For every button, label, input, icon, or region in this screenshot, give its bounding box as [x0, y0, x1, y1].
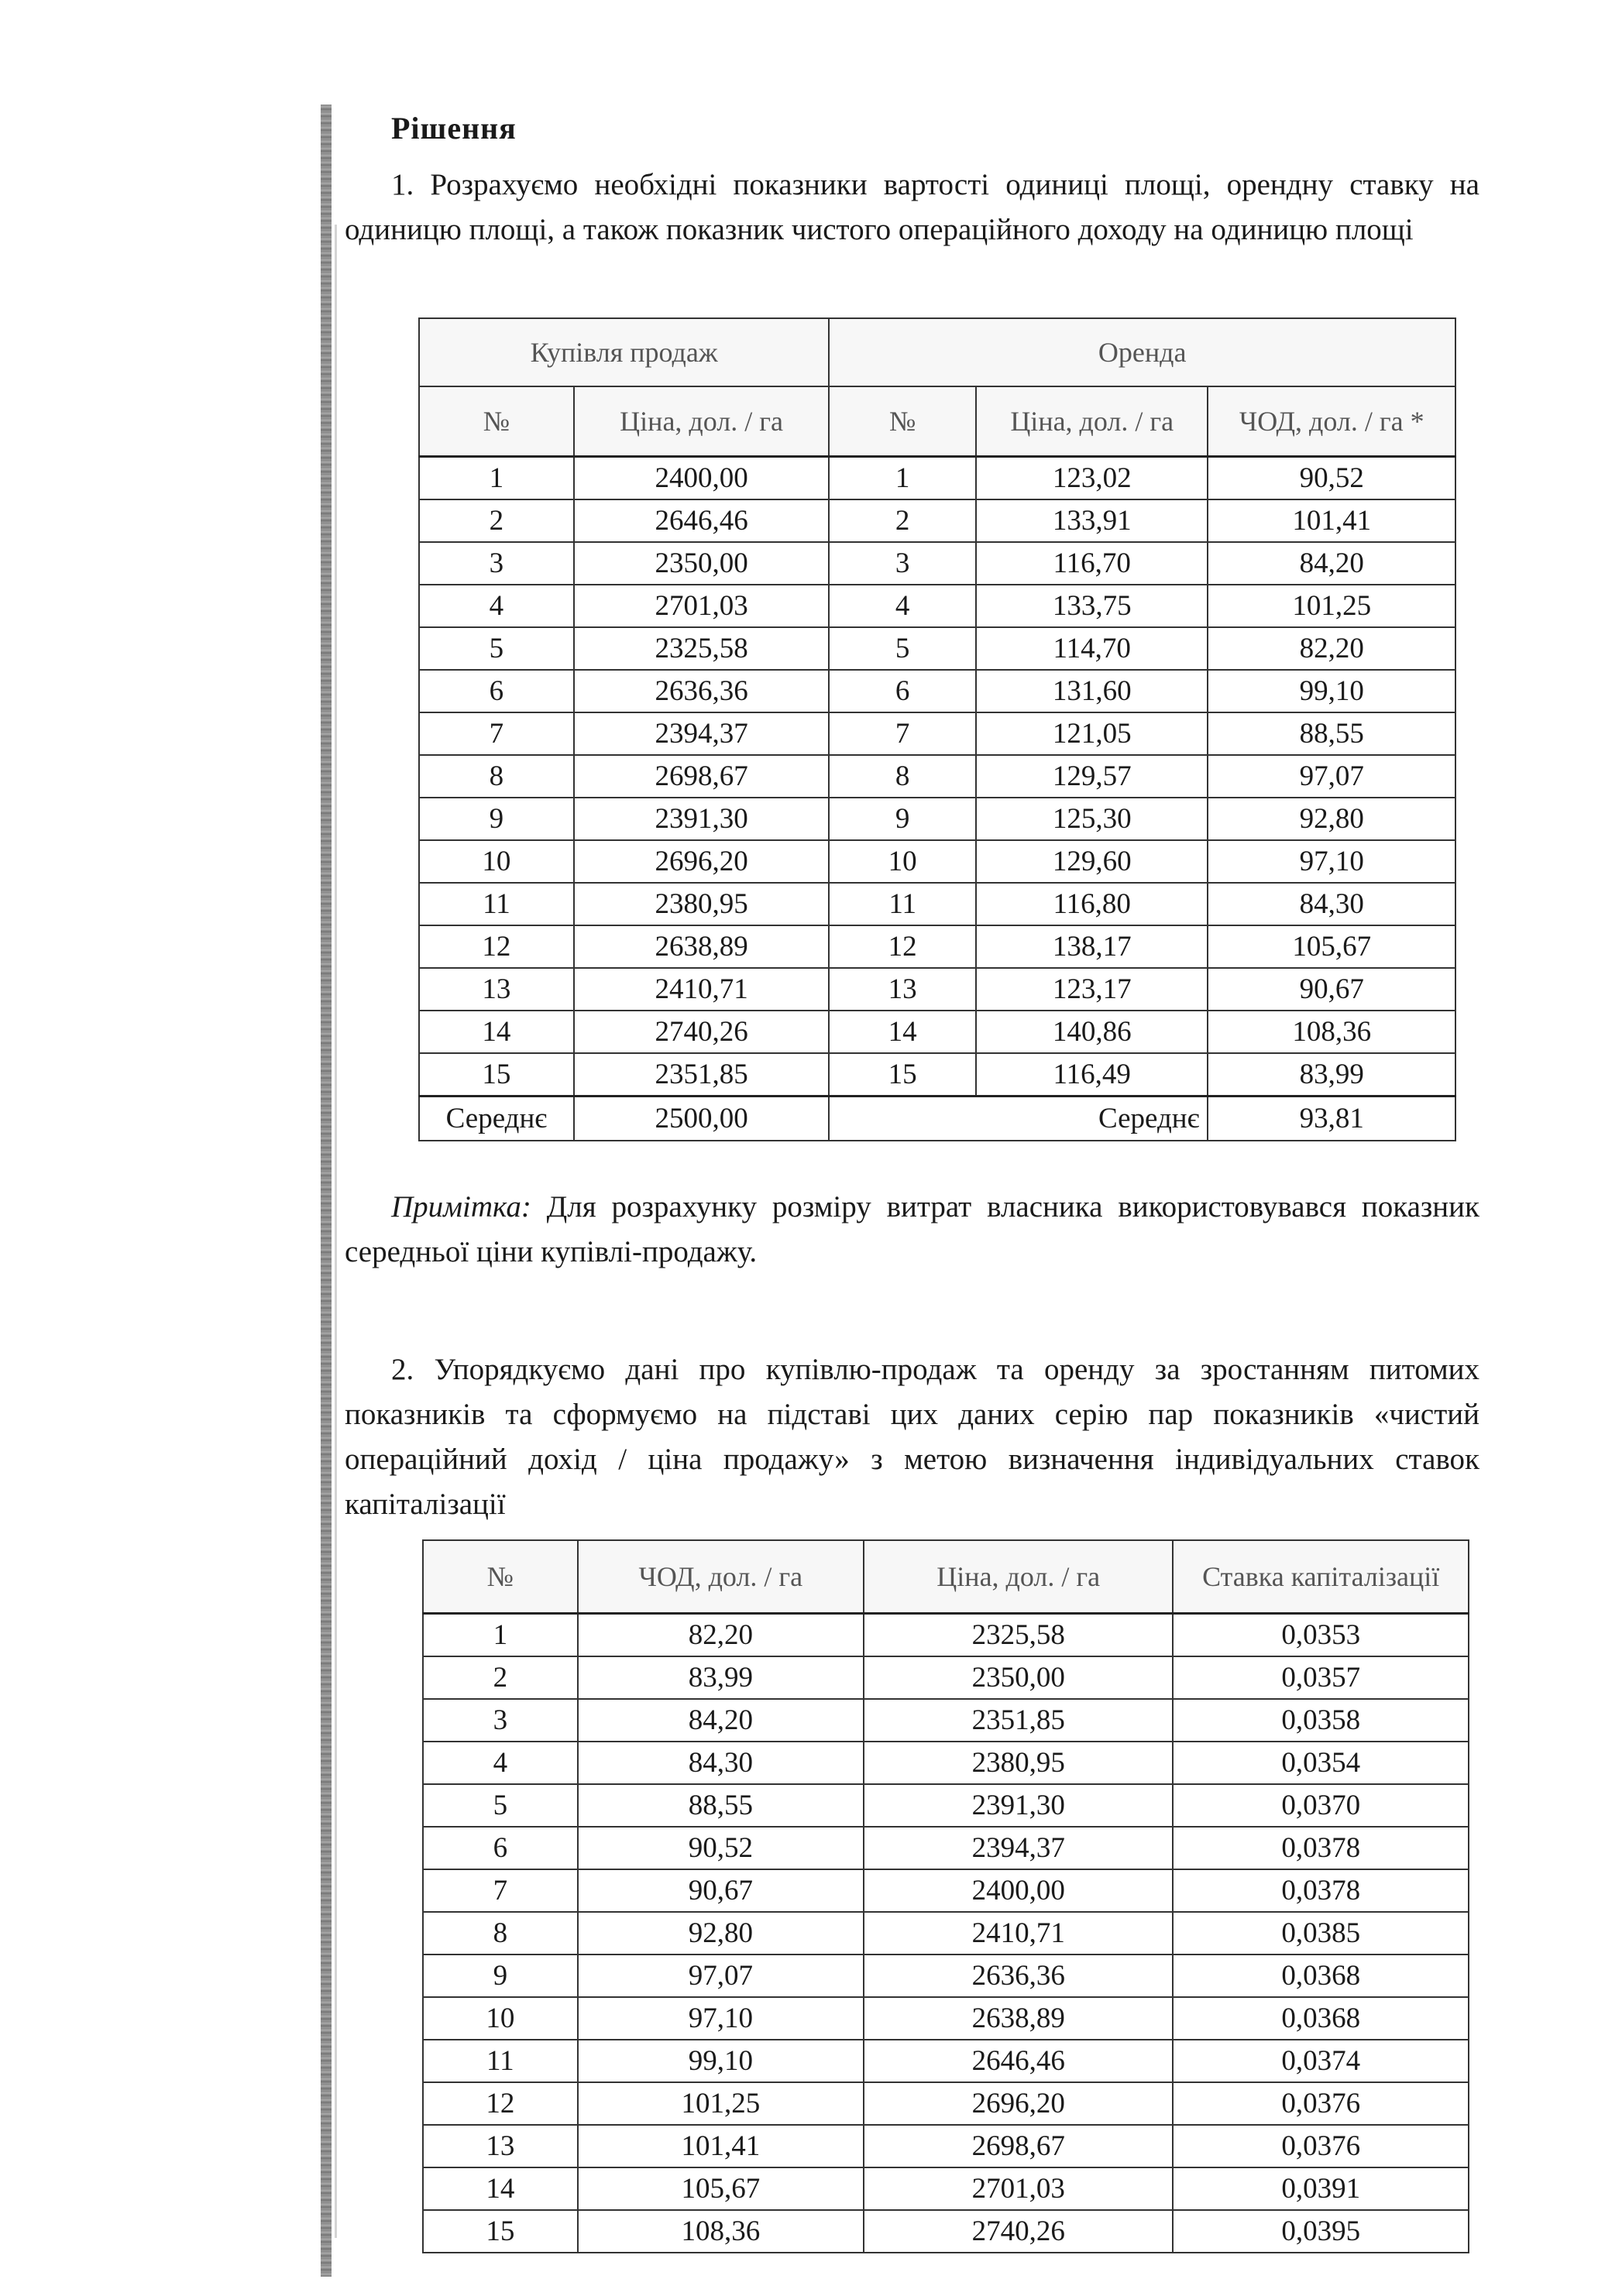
cell-sale-number: 6: [419, 670, 574, 712]
cell-number: 3: [423, 1699, 578, 1742]
header-number: №: [423, 1540, 578, 1614]
cell-rent-number: 6: [829, 670, 976, 712]
cell-number: 8: [423, 1912, 578, 1955]
header-price: Ціна, дол. / га: [864, 1540, 1173, 1614]
cell-price: 2410,71: [864, 1912, 1173, 1955]
table-row: [419, 925, 1455, 968]
table-row: [423, 1656, 1469, 1699]
cell-rent-noi: 84,20: [1208, 542, 1455, 585]
cell-number: 10: [423, 1997, 578, 2040]
cell-sale-number: 12: [419, 925, 574, 968]
cell-sale-price: 2394,37: [574, 712, 830, 755]
table-row: [423, 2040, 1469, 2082]
cell-price: 2394,37: [864, 1827, 1173, 1869]
step-1-paragraph: 1. Розрахуємо необхідні показники вартості одиниці площі, орендну ставку на одиницю площі, а також показник чистого операційного доходу на одиницю площі: [345, 168, 1479, 246]
cell-sale-number: 10: [419, 840, 574, 883]
scan-margin-bar: [321, 105, 332, 2277]
cell-rent-price: 123,17: [976, 968, 1208, 1011]
cell-sale-number: 3: [419, 542, 574, 585]
cell-rent-price: 129,57: [976, 755, 1208, 798]
cell-rent-price: 116,80: [976, 883, 1208, 925]
cell-rent-number: 3: [829, 542, 976, 585]
cell-cap-rate: 0,0395: [1173, 2210, 1469, 2253]
cell-sale-number: 5: [419, 627, 574, 670]
cell-sale-price: 2698,67: [574, 755, 830, 798]
cell-sale-number: 15: [419, 1053, 574, 1097]
cell-cap-rate: 0,0378: [1173, 1869, 1469, 1912]
cell-sale-number: 2: [419, 499, 574, 542]
cell-number: 14: [423, 2167, 578, 2210]
table-row: [419, 1053, 1455, 1097]
cell-rent-noi: 90,67: [1208, 968, 1455, 1011]
mean-label-sale: Середнє: [419, 1097, 574, 1141]
note-paragraph: [345, 1185, 1479, 1275]
cell-rent-noi: 105,67: [1208, 925, 1455, 968]
cell-price: 2380,95: [864, 1742, 1173, 1784]
cell-cap-rate: 0,0374: [1173, 2040, 1469, 2082]
header-rent-price: Ціна, дол. / га: [976, 386, 1208, 457]
section-heading: Рішення: [391, 111, 517, 146]
header-sale-number: №: [419, 386, 574, 457]
header-noi: ЧОД, дол. / га: [578, 1540, 864, 1614]
cell-sale-price: 2636,36: [574, 670, 830, 712]
cell-rent-noi: 97,07: [1208, 755, 1455, 798]
cell-rent-noi: 101,41: [1208, 499, 1455, 542]
cell-price: 2350,00: [864, 1656, 1173, 1699]
mean-noi-value: 93,81: [1208, 1097, 1455, 1141]
cell-rent-price: 116,70: [976, 542, 1208, 585]
cell-sale-number: 8: [419, 755, 574, 798]
cell-cap-rate: 0,0385: [1173, 1912, 1469, 1955]
sale-rent-table: [418, 317, 1456, 1141]
table-row: [419, 670, 1455, 712]
cell-rent-price: 138,17: [976, 925, 1208, 968]
cell-rent-number: 13: [829, 968, 976, 1011]
cell-price: 2646,46: [864, 2040, 1173, 2082]
table-row: [419, 798, 1455, 840]
table-row: [423, 1912, 1469, 1955]
cell-sale-number: 14: [419, 1011, 574, 1053]
cell-price: 2351,85: [864, 1699, 1173, 1742]
cell-price: 2740,26: [864, 2210, 1173, 2253]
cell-rent-number: 14: [829, 1011, 976, 1053]
table-row: [419, 712, 1455, 755]
group-header-rent: Оренда: [829, 318, 1455, 386]
table-row: [423, 1614, 1469, 1657]
cell-noi: 101,41: [578, 2125, 864, 2167]
table-row: [423, 1827, 1469, 1869]
cell-cap-rate: 0,0391: [1173, 2167, 1469, 2210]
cell-sale-price: 2646,46: [574, 499, 830, 542]
cell-rent-noi: 84,30: [1208, 883, 1455, 925]
cell-number: 12: [423, 2082, 578, 2125]
cell-rent-noi: 92,80: [1208, 798, 1455, 840]
cell-cap-rate: 0,0378: [1173, 1827, 1469, 1869]
table-row: [423, 2082, 1469, 2125]
cell-price: 2325,58: [864, 1614, 1173, 1657]
cell-rent-price: 133,75: [976, 585, 1208, 627]
cell-noi: 82,20: [578, 1614, 864, 1657]
table-row: [423, 2125, 1469, 2167]
cell-price: 2696,20: [864, 2082, 1173, 2125]
cell-cap-rate: 0,0376: [1173, 2125, 1469, 2167]
cell-sale-number: 11: [419, 883, 574, 925]
table-row: [423, 1699, 1469, 1742]
step-2-paragraph-block: [345, 1347, 1479, 1527]
cell-price: 2400,00: [864, 1869, 1173, 1912]
cell-sale-price: 2696,20: [574, 840, 830, 883]
cell-rent-price: 121,05: [976, 712, 1208, 755]
cell-rent-number: 4: [829, 585, 976, 627]
table-row: [419, 585, 1455, 627]
cell-number: 13: [423, 2125, 578, 2167]
cell-noi: 97,07: [578, 1955, 864, 1997]
header-rent-noi: ЧОД, дол. / га *: [1208, 386, 1455, 457]
cell-price: 2701,03: [864, 2167, 1173, 2210]
cell-noi: 84,30: [578, 1742, 864, 1784]
cell-rent-number: 9: [829, 798, 976, 840]
scan-margin-line: [335, 225, 337, 2238]
cell-number: 6: [423, 1827, 578, 1869]
table-row: [419, 883, 1455, 925]
cell-noi: 84,20: [578, 1699, 864, 1742]
cell-rent-noi: 97,10: [1208, 840, 1455, 883]
cell-sale-number: 9: [419, 798, 574, 840]
cell-sale-price: 2351,85: [574, 1053, 830, 1097]
cell-noi: 105,67: [578, 2167, 864, 2210]
cell-rent-number: 8: [829, 755, 976, 798]
cell-sale-price: 2410,71: [574, 968, 830, 1011]
cell-sale-price: 2638,89: [574, 925, 830, 968]
cell-rent-number: 11: [829, 883, 976, 925]
cell-noi: 97,10: [578, 1997, 864, 2040]
header-cap-rate: Ставка капіталізації: [1173, 1540, 1469, 1614]
cell-number: 2: [423, 1656, 578, 1699]
table-row: [423, 1742, 1469, 1784]
cell-sale-price: 2350,00: [574, 542, 830, 585]
cell-rent-noi: 83,99: [1208, 1053, 1455, 1097]
table-row: [423, 2167, 1469, 2210]
cell-price: 2698,67: [864, 2125, 1173, 2167]
cell-noi: 88,55: [578, 1784, 864, 1827]
cell-sale-number: 13: [419, 968, 574, 1011]
cell-price: 2638,89: [864, 1997, 1173, 2040]
cell-rent-number: 2: [829, 499, 976, 542]
cell-number: 15: [423, 2210, 578, 2253]
table-row: [419, 968, 1455, 1011]
cell-noi: 90,52: [578, 1827, 864, 1869]
table-row: [423, 1784, 1469, 1827]
note-text: Для розрахунку розміру витрат власника використовувався показник середньої ціни купівлі-продажу.: [345, 1190, 1479, 1268]
cell-number: 4: [423, 1742, 578, 1784]
cell-rent-noi: 90,52: [1208, 457, 1455, 500]
table-row: [423, 1955, 1469, 1997]
cell-rent-number: 7: [829, 712, 976, 755]
cell-rent-number: 12: [829, 925, 976, 968]
header-sale-price: Ціна, дол. / га: [574, 386, 830, 457]
note-label: Примітка:: [391, 1190, 531, 1224]
table-row: [419, 755, 1455, 798]
capitalization-table: [422, 1539, 1469, 2253]
mean-price-value: 2500,00: [574, 1097, 830, 1141]
group-header-sale: Купівля продаж: [419, 318, 829, 386]
table-row: [419, 627, 1455, 670]
table-row: [419, 840, 1455, 883]
cell-noi: 99,10: [578, 2040, 864, 2082]
cell-rent-price: 125,30: [976, 798, 1208, 840]
cell-noi: 90,67: [578, 1869, 864, 1912]
table-row: [423, 1997, 1469, 2040]
cell-cap-rate: 0,0353: [1173, 1614, 1469, 1657]
table-mean-row: [419, 1097, 1455, 1141]
cell-rent-number: 5: [829, 627, 976, 670]
cell-noi: 108,36: [578, 2210, 864, 2253]
cell-rent-price: 114,70: [976, 627, 1208, 670]
cell-sale-number: 1: [419, 457, 574, 500]
cell-rent-price: 129,60: [976, 840, 1208, 883]
cell-cap-rate: 0,0357: [1173, 1656, 1469, 1699]
cell-rent-noi: 99,10: [1208, 670, 1455, 712]
cell-rent-number: 10: [829, 840, 976, 883]
cell-rent-number: 15: [829, 1053, 976, 1097]
cell-sale-price: 2740,26: [574, 1011, 830, 1053]
cell-rent-price: 123,02: [976, 457, 1208, 500]
table-row: [423, 2210, 1469, 2253]
cell-rent-price: 133,91: [976, 499, 1208, 542]
cell-sale-price: 2391,30: [574, 798, 830, 840]
cell-noi: 83,99: [578, 1656, 864, 1699]
note-block: [345, 1185, 1479, 1275]
cell-number: 11: [423, 2040, 578, 2082]
cell-cap-rate: 0,0368: [1173, 1955, 1469, 1997]
cell-rent-noi: 108,36: [1208, 1011, 1455, 1053]
cell-sale-price: 2400,00: [574, 457, 830, 500]
step-1-paragraph-block: [345, 163, 1479, 252]
cell-noi: 101,25: [578, 2082, 864, 2125]
cell-rent-noi: 82,20: [1208, 627, 1455, 670]
step-2-paragraph: 2. Упорядкуємо дані про купівлю-продаж та оренду за зростанням питомих показників та сформуємо на підставі цих даних серію пар показників «чистий операційний дохід / ціна продажу» з метою визначення індивідуальних ставок капіталізації: [345, 1353, 1479, 1521]
table-row: [419, 499, 1455, 542]
cell-rent-noi: 101,25: [1208, 585, 1455, 627]
cell-number: 5: [423, 1784, 578, 1827]
mean-label-rent: Середнє: [829, 1097, 1208, 1141]
cell-cap-rate: 0,0370: [1173, 1784, 1469, 1827]
cell-cap-rate: 0,0376: [1173, 2082, 1469, 2125]
cell-sale-price: 2325,58: [574, 627, 830, 670]
table-row: [419, 1011, 1455, 1053]
cell-number: 7: [423, 1869, 578, 1912]
cell-noi: 92,80: [578, 1912, 864, 1955]
cell-rent-price: 140,86: [976, 1011, 1208, 1053]
cell-sale-price: 2701,03: [574, 585, 830, 627]
cell-rent-price: 116,49: [976, 1053, 1208, 1097]
header-rent-number: №: [829, 386, 976, 457]
cell-rent-noi: 88,55: [1208, 712, 1455, 755]
cell-price: 2636,36: [864, 1955, 1173, 1997]
cell-cap-rate: 0,0358: [1173, 1699, 1469, 1742]
cell-rent-number: 1: [829, 457, 976, 500]
table-row: [419, 542, 1455, 585]
cell-number: 1: [423, 1614, 578, 1657]
table-row: [419, 457, 1455, 500]
cell-sale-price: 2380,95: [574, 883, 830, 925]
cell-sale-number: 4: [419, 585, 574, 627]
table-row: [423, 1869, 1469, 1912]
cell-sale-number: 7: [419, 712, 574, 755]
cell-cap-rate: 0,0368: [1173, 1997, 1469, 2040]
cell-number: 9: [423, 1955, 578, 1997]
cell-price: 2391,30: [864, 1784, 1173, 1827]
cell-cap-rate: 0,0354: [1173, 1742, 1469, 1784]
cell-rent-price: 131,60: [976, 670, 1208, 712]
